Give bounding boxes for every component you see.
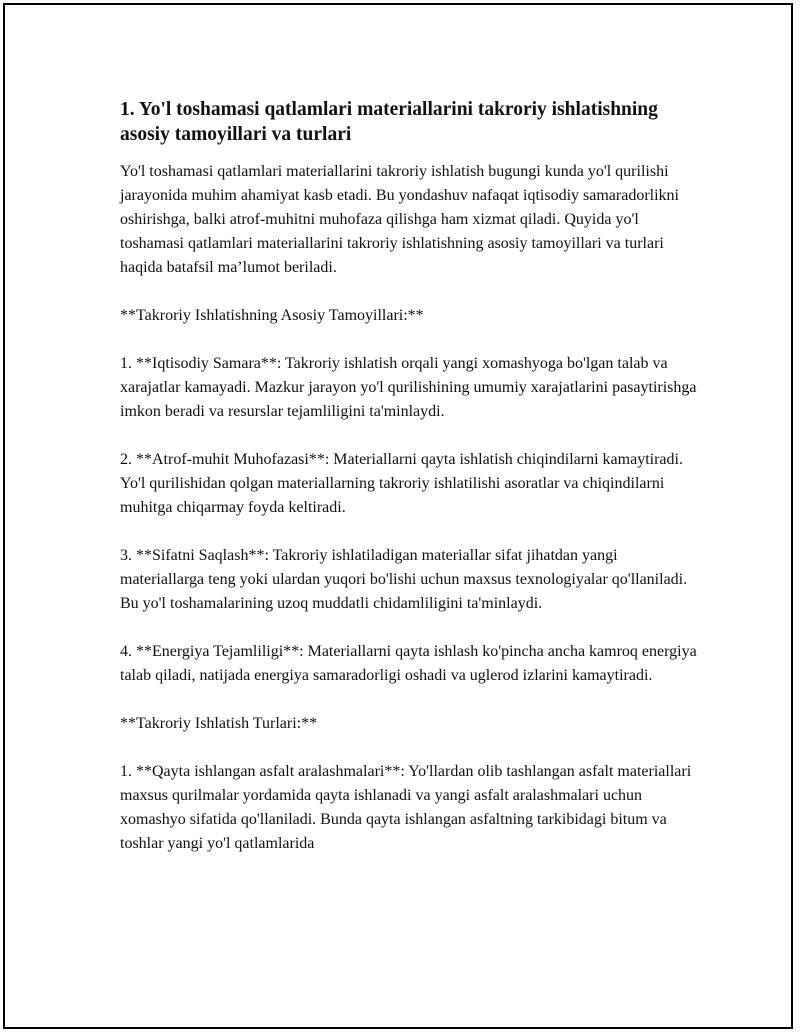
- document-content: [120, 97, 700, 880]
- intro-paragraph: Yo'l toshamasi qatlamlari materiallarini takroriy ishlatish bugungi kunda yo'l qurilishi jarayonida muhim ahamiyat kasb etadi. Bu yondashuv nafaqat iqtisodiy samaradorlikni oshirishga, balki atrof-muhitni muhofaza qilishga ham xizmat qiladi. Quyida yo'l toshamasi qatlamlari materiallarini takroriy ishlatishning asosiy tamoyillari va turlari haqida batafsil ma’lumot beriladi.: [120, 163, 679, 276]
- section-title: 1. Yo'l toshamasi qatlamlari materiallarini takroriy ishlatishning asosiy tamoyillari va turlari: [120, 99, 658, 145]
- types-heading: **Takroriy Ishlatish Turlari:**: [120, 715, 318, 732]
- principle-item: 4. **Energiya Tejamliligi**: Materiallarni qayta ishlash ko'pincha ancha kamroq energiya talab qiladi, natijada energiya samaradorligi oshadi va uglerod izlarini kamaytiradi.: [120, 643, 697, 684]
- type-item: 1. **Qayta ishlangan asfalt aralashmalari**: Yo'llardan olib tashlangan asfalt materiallari maxsus qurilmalar yordamida qayta ishlanadi va yangi asfalt aralashmalari uchun xomashyo sifatida qo'llaniladi. Bunda qayta ishlangan asfaltning tarkibidagi bitum va toshlar yangi yo'l qatlamlarida: [120, 763, 692, 852]
- document-page: [3, 3, 793, 1029]
- principles-heading: **Takroriy Ishlatishning Asosiy Tamoyillari:**: [120, 307, 424, 324]
- principle-item: 2. **Atrof-muhit Muhofazasi**: Materiallarni qayta ishlatish chiqindilarni kamaytiradi. Yo'l qurilishidan qolgan materiallarning takroriy ishlatilishi asoratlar va chiqindilarni muhitga chiqarmay foyda keltiradi.: [120, 451, 683, 516]
- principle-item: 3. **Sifatni Saqlash**: Takroriy ishlatiladigan materiallar sifat jihatdan yangi materiallarga teng yoki ulardan yuqori bo'lishi uchun maxsus texnologiyalar qo'llaniladi. Bu yo'l toshamalarining uzoq muddatli chidamliligini ta'minlaydi.: [120, 547, 688, 612]
- principle-item: 1. **Iqtisodiy Samara**: Takroriy ishlatish orqali yangi xomashyoga bo'lgan talab va xarajatlar kamayadi. Mazkur jarayon yo'l qurilishining umumiy xarajatlarini pasaytirishga imkon beradi va resurslar tejamliligini ta'minlaydi.: [120, 355, 697, 420]
